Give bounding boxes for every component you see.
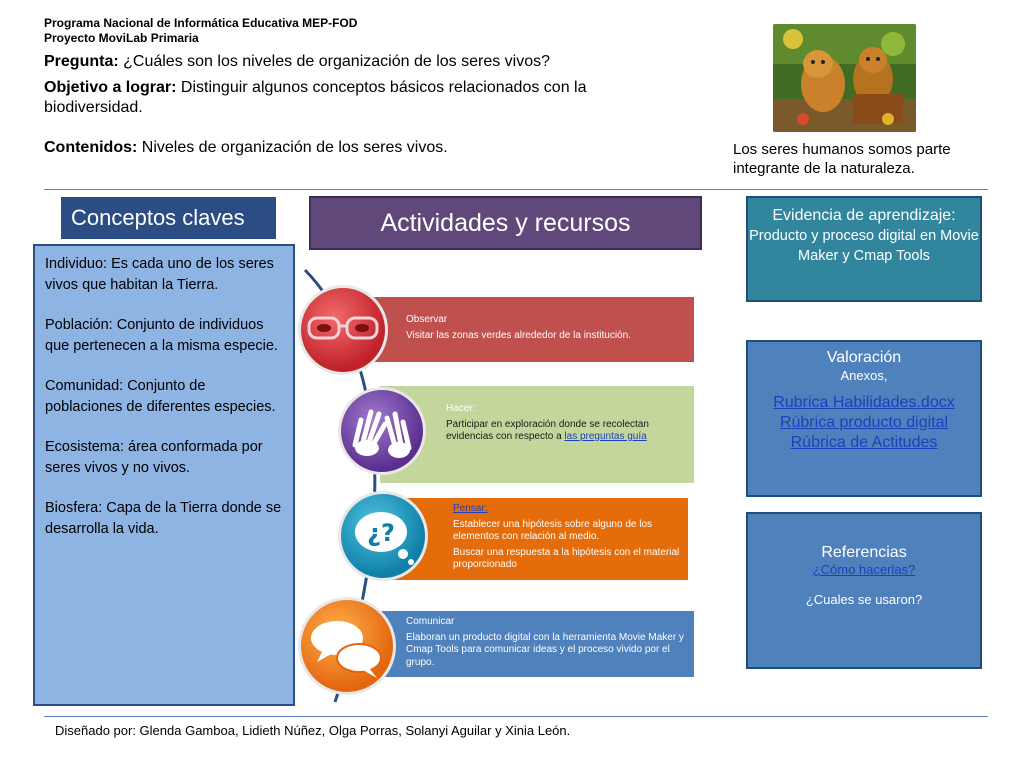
do-circle <box>338 387 426 475</box>
header-divider <box>44 189 988 190</box>
concept-ecosystem: Ecosistema: área conformada por seres vivos y no vivos. <box>45 439 263 476</box>
objective-label: Objetivo a lograr: <box>44 79 177 96</box>
rubric-skills-link[interactable]: Rubrica Habilidades.docx <box>773 394 955 411</box>
do-title: Hacer: <box>446 403 476 414</box>
communicate-text: Elaboran un producto digital con la herramienta Movie Maker y Cmap Tools para comunicar ideas y el proceso vivido por el grupo. <box>406 631 684 668</box>
objective-line <box>44 78 704 118</box>
question-line <box>44 52 550 72</box>
assessment-subtitle: Anexos, <box>840 368 888 383</box>
observe-title: Observar <box>406 314 448 325</box>
activity-do <box>380 386 694 483</box>
concepts-title: Conceptos claves <box>61 197 276 239</box>
assessment-title: Valoración <box>826 349 902 366</box>
references-question: ¿Cuales se usaron? <box>805 592 923 607</box>
speech-bubbles-icon <box>301 600 393 692</box>
contents-label: Contenidos: <box>44 139 138 156</box>
footer-divider <box>44 716 988 717</box>
concept-population: Población: Conjunto de individuos que pertenecen a la misma especie. <box>45 317 278 354</box>
how-to-link[interactable]: ¿Cómo hacerlas? <box>812 562 916 577</box>
observe-circle <box>298 285 388 375</box>
project-line: Proyecto MoviLab Primaria <box>44 31 199 45</box>
objective-text: Distinguir algunos conceptos básicos relacionados con la <box>176 79 587 96</box>
contents-text: Niveles de organización de los seres vivos. <box>137 139 448 156</box>
assessment-box <box>746 340 982 497</box>
rubric-attitudes-link[interactable]: Rúbrica de Actitudes <box>790 434 938 451</box>
evidence-text: Producto y proceso digital en Movie Maker y Cmap Tools <box>749 228 979 264</box>
objective-text-2: biodiversidad. <box>44 99 143 116</box>
evidence-box <box>746 196 982 302</box>
hands-icon <box>341 390 423 472</box>
photo-caption-line-1: Los seres humanos somos parte <box>733 141 951 158</box>
contents-line <box>44 138 448 158</box>
references-title: Referencias <box>821 544 907 561</box>
concepts-box <box>33 244 295 706</box>
rubric-product-link[interactable]: Rúbrica producto digital <box>779 414 949 431</box>
think-text-2: Buscar una respuesta a la hipótesis con el material proporcionado <box>453 546 680 570</box>
photo-caption <box>733 140 993 178</box>
thought-bubble-icon <box>341 494 425 578</box>
glasses-icon <box>301 288 385 372</box>
references-box <box>746 512 982 669</box>
observe-text: Visitar las zonas verdes alrededor de la institución. <box>406 329 631 341</box>
communicate-title: Comunicar <box>406 616 455 627</box>
think-circle <box>338 491 428 581</box>
question-label: Pregunta: <box>44 53 119 70</box>
do-text: Participar en exploración donde se recolectan evidencias con respecto a <box>446 418 649 442</box>
evidence-title: Evidencia de aprendizaje: <box>772 207 956 224</box>
think-title[interactable]: Pensar: <box>453 503 488 514</box>
communicate-circle <box>298 597 396 695</box>
activities-title: Actividades y recursos <box>309 196 702 250</box>
puppies-photo <box>773 24 916 132</box>
activity-observe <box>340 297 694 362</box>
photo-caption-line-2: integrante de la naturaleza. <box>733 160 915 177</box>
question-text: ¿Cuáles son los niveles de organización de los seres vivos? <box>118 53 551 70</box>
concept-biosphere: Biosfera: Capa de la Tierra donde se desarrolla la vida. <box>45 500 282 537</box>
think-text-1: Establecer una hipótesis sobre alguno de los elementos con relación al medio. <box>453 518 653 542</box>
concept-community: Comunidad: Conjunto de poblaciones de diferentes especies. <box>45 378 276 415</box>
program-line: Programa Nacional de Informática Educativa MEP-FOD <box>44 16 358 30</box>
svg-text:¿?: ¿? <box>367 519 395 547</box>
guide-questions-link[interactable]: las preguntas guía <box>564 431 647 442</box>
activity-think <box>385 498 688 580</box>
concept-individual: Individuo: Es cada uno de los seres vivos que habitan la Tierra. <box>45 256 274 293</box>
footer-credits: Diseñado por: Glenda Gamboa, Lidieth Núñez, Olga Porras, Solanyi Aguilar y Xinia León. <box>55 723 571 738</box>
